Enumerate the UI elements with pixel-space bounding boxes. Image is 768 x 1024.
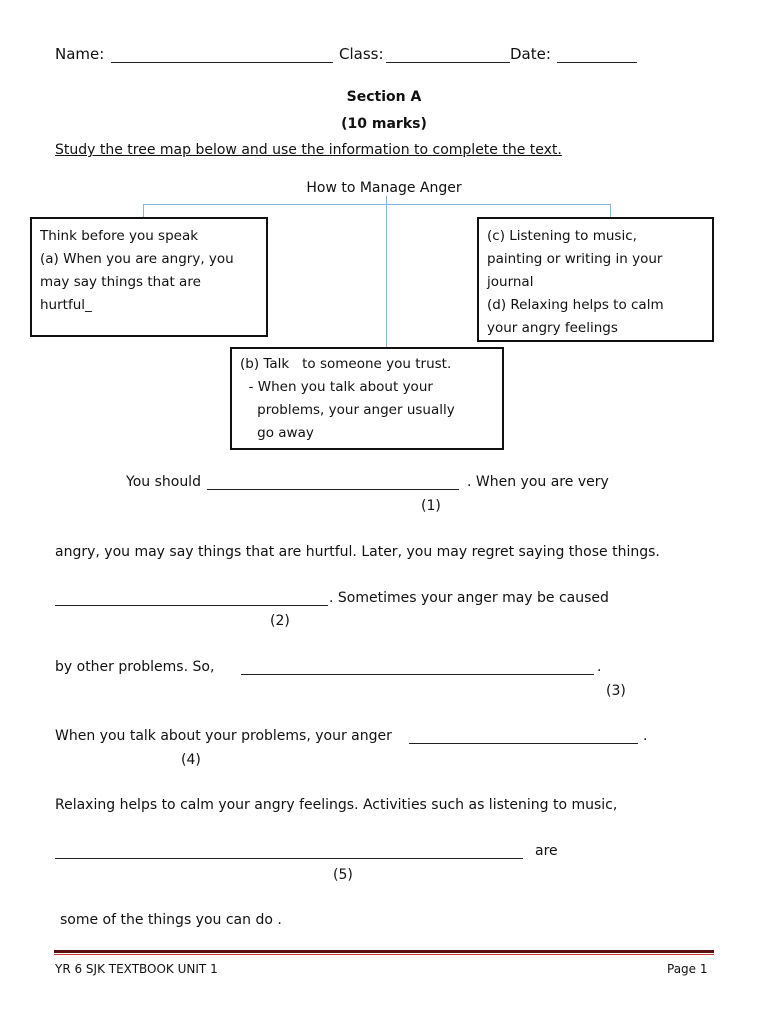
right-box-line: (d) Relaxing helps to calm [487, 297, 664, 313]
answer-blank-3[interactable] [241, 674, 594, 675]
q1-text-after: . When you are very [467, 474, 609, 490]
left-box-line: hurtful_ [40, 297, 92, 313]
left-branch-box [30, 217, 268, 337]
q3-text-after: . [597, 659, 602, 675]
left-box-line: (a) When you are angry, you [40, 251, 234, 267]
right-box-line: journal [487, 274, 534, 290]
date-field[interactable] [557, 62, 637, 63]
q1-text-before: You should [126, 474, 201, 490]
answer-blank-4[interactable] [409, 743, 638, 744]
q3-text-before: by other problems. So, [55, 659, 215, 675]
instruction-text: Study the tree map below and use the information to complete the text. [55, 142, 562, 158]
section-marks: (10 marks) [341, 116, 427, 132]
question-number-2: (2) [270, 613, 290, 629]
left-box-line: Think before you speak [40, 228, 199, 244]
name-label: Name: [55, 45, 105, 63]
footer-rule-dark [54, 950, 714, 953]
passage-line-5: Relaxing helps to calm your angry feelings. Activities such as listening to music, [55, 797, 618, 813]
connector-left [143, 204, 144, 218]
section-title: Section A [346, 89, 422, 105]
connector-horizontal [143, 204, 611, 205]
answer-blank-1[interactable] [207, 489, 459, 490]
date-label: Date: [510, 45, 551, 63]
question-number-5: (5) [333, 867, 353, 883]
q4-text-after: . [643, 728, 648, 744]
class-field[interactable] [386, 62, 510, 63]
center-box-line: problems, your anger usually [240, 402, 455, 418]
q2-text-after: . Sometimes your anger may be caused [329, 590, 609, 606]
class-label: Class: [339, 45, 384, 63]
passage-line-2: angry, you may say things that are hurtful. Later, you may regret saying those things. [55, 544, 660, 560]
page-number: Page 1 [667, 962, 708, 976]
right-box-line: (c) Listening to music, [487, 228, 637, 244]
right-branch-box [477, 217, 714, 342]
center-branch-box [230, 347, 504, 450]
connector-center [386, 196, 387, 348]
center-box-line: - When you talk about your [240, 379, 433, 395]
q4-text-before: When you talk about your problems, your anger [55, 728, 392, 744]
name-field[interactable] [111, 62, 333, 63]
question-number-4: (4) [181, 752, 201, 768]
question-number-1: (1) [421, 498, 441, 514]
footer-rule-red [54, 954, 714, 955]
question-number-3: (3) [606, 683, 626, 699]
right-box-line: painting or writing in your [487, 251, 663, 267]
connector-right [610, 204, 611, 218]
answer-blank-5[interactable] [55, 858, 523, 859]
left-box-line: may say things that are [40, 274, 201, 290]
center-box-line: (b) Talk to someone you trust. [240, 356, 452, 372]
q5-text-after: are [535, 843, 558, 859]
right-box-line: your angry feelings [487, 320, 618, 336]
center-box-line: go away [240, 425, 314, 441]
footer-left-text: YR 6 SJK TEXTBOOK UNIT 1 [55, 962, 218, 976]
answer-blank-2[interactable] [55, 605, 328, 606]
passage-last-line: some of the things you can do . [60, 912, 282, 928]
tree-map-title: How to Manage Anger [306, 180, 462, 196]
